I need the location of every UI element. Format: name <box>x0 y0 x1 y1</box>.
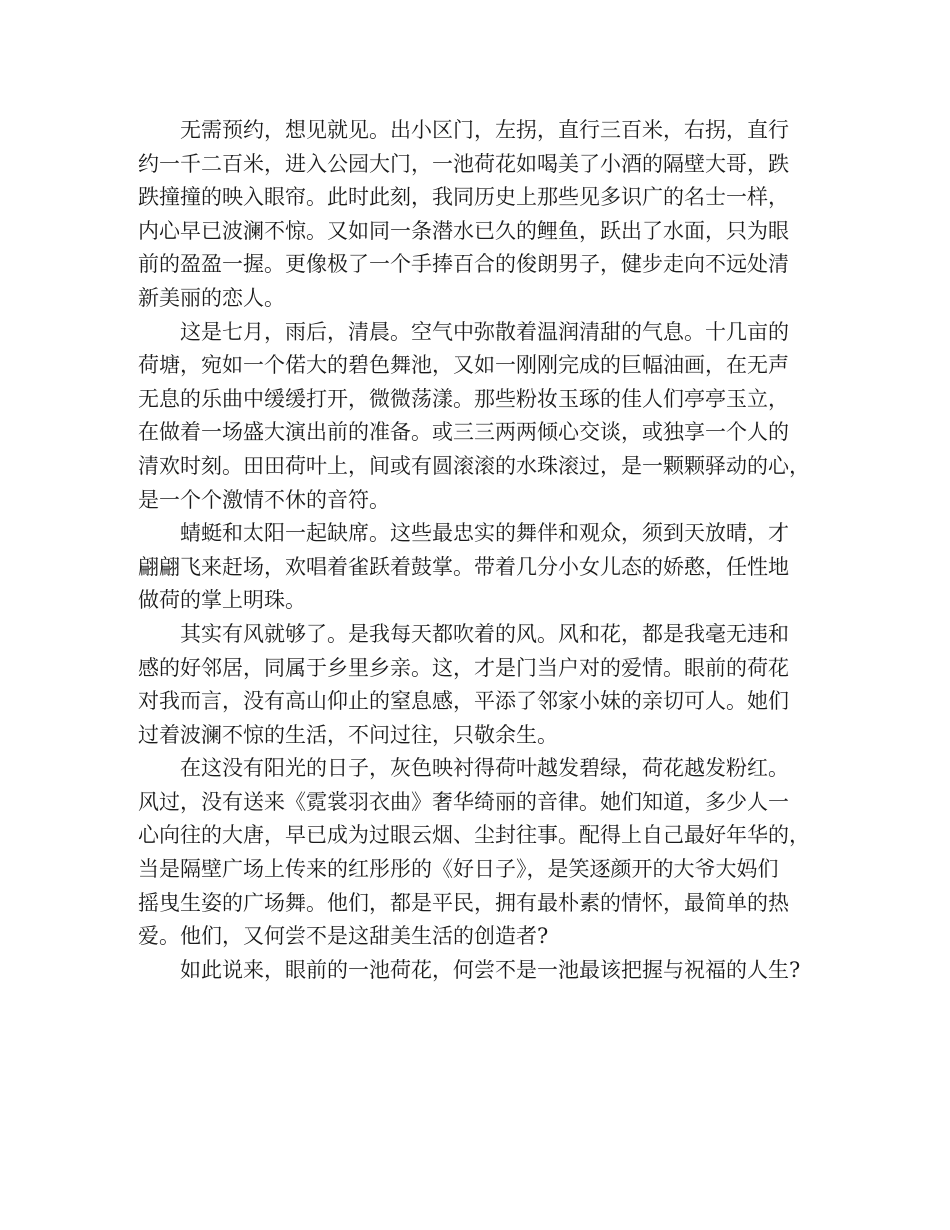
paragraph-line: 跌撞撞的映入眼帘。此时此刻，我同历史上那些见多识广的名士一样， <box>138 185 789 210</box>
paragraph-line: 约一千二百米，进入公园大门，一池荷花如喝美了小酒的隔壁大哥，跌 <box>138 151 789 176</box>
essay-body <box>138 114 828 987</box>
paragraph-3 <box>138 517 828 618</box>
paragraph-line: 其实有风就够了。是我每天都吹着的风。风和花，都是我毫无违和 <box>180 621 789 646</box>
paragraph-line: 心向往的大唐，早已成为过眼云烟、尘封往事。配得上自己最好年华的， <box>138 823 810 848</box>
paragraph-line: 清欢时刻。田田荷叶上，间或有圆滚滚的水珠滚过，是一颗颗驿动的心， <box>138 453 810 478</box>
paragraph-line: 荷塘，宛如一个偌大的碧色舞池，又如一刚刚完成的巨幅油画，在无声 <box>138 353 789 378</box>
paragraph-6 <box>138 954 828 988</box>
paragraph-line: 在做着一场盛大演出前的准备。或三三两两倾心交谈，或独享一个人的 <box>138 420 789 445</box>
paragraph-line: 摇曳生姿的广场舞。他们，都是平民，拥有最朴素的情怀，最简单的热 <box>138 890 789 915</box>
paragraph-line: 如此说来，眼前的一池荷花，何尝不是一池最该把握与祝福的人生? <box>180 957 801 982</box>
paragraph-1 <box>138 114 828 316</box>
paragraph-5 <box>138 752 828 954</box>
paragraph-line: 新美丽的恋人。 <box>138 285 285 310</box>
paragraph-2 <box>138 316 828 518</box>
paragraph-line: 感的好邻居，同属于乡里乡亲。这，才是门当户对的爱情。眼前的荷花 <box>138 655 789 680</box>
paragraph-line: 这是七月，雨后，清晨。空气中弥散着温润清甜的气息。十几亩的 <box>180 319 789 344</box>
paragraph-line: 在这没有阳光的日子，灰色映衬得荷叶越发碧绿，荷花越发粉红。 <box>180 756 789 781</box>
paragraph-line: 翩翩飞来赶场，欢唱着雀跃着鼓掌。带着几分小女儿态的娇憨，任性地 <box>138 554 789 579</box>
paragraph-4 <box>138 618 828 752</box>
paragraph-line: 爱。他们，又何尝不是这甜美生活的创造者? <box>138 924 549 949</box>
paragraph-line: 前的盈盈一握。更像极了一个手捧百合的俊朗男子，健步走向不远处清 <box>138 252 789 277</box>
paragraph-line: 对我而言，没有高山仰止的窒息感，平添了邻家小妹的亲切可人。她们 <box>138 689 789 714</box>
paragraph-line: 无息的乐曲中缓缓打开，微微荡漾。那些粉妆玉琢的佳人们亭亭玉立， <box>138 386 789 411</box>
paragraph-line: 过着波澜不惊的生活，不问过往，只敬余生。 <box>138 722 558 747</box>
paragraph-line: 是一个个激情不休的音符。 <box>138 487 390 512</box>
paragraph-line: 无需预约，想见就见。出小区门，左拐，直行三百米，右拐，直行 <box>180 118 789 142</box>
paragraph-line: 做荷的掌上明珠。 <box>138 588 306 613</box>
paragraph-line: 当是隔壁广场上传来的红彤彤的《好日子》，是笑逐颜开的大爷大妈们 <box>138 857 779 882</box>
paragraph-line: 内心早已波澜不惊。又如同一条潜水已久的鲤鱼，跃出了水面，只为眼 <box>138 218 789 243</box>
paragraph-line: 蜻蜓和太阳一起缺席。这些最忠实的舞伴和观众，须到天放晴，才 <box>180 521 789 546</box>
paragraph-line: 风过，没有送来《霓裳羽衣曲》奢华绮丽的音律。她们知道，多少人一 <box>138 789 789 814</box>
